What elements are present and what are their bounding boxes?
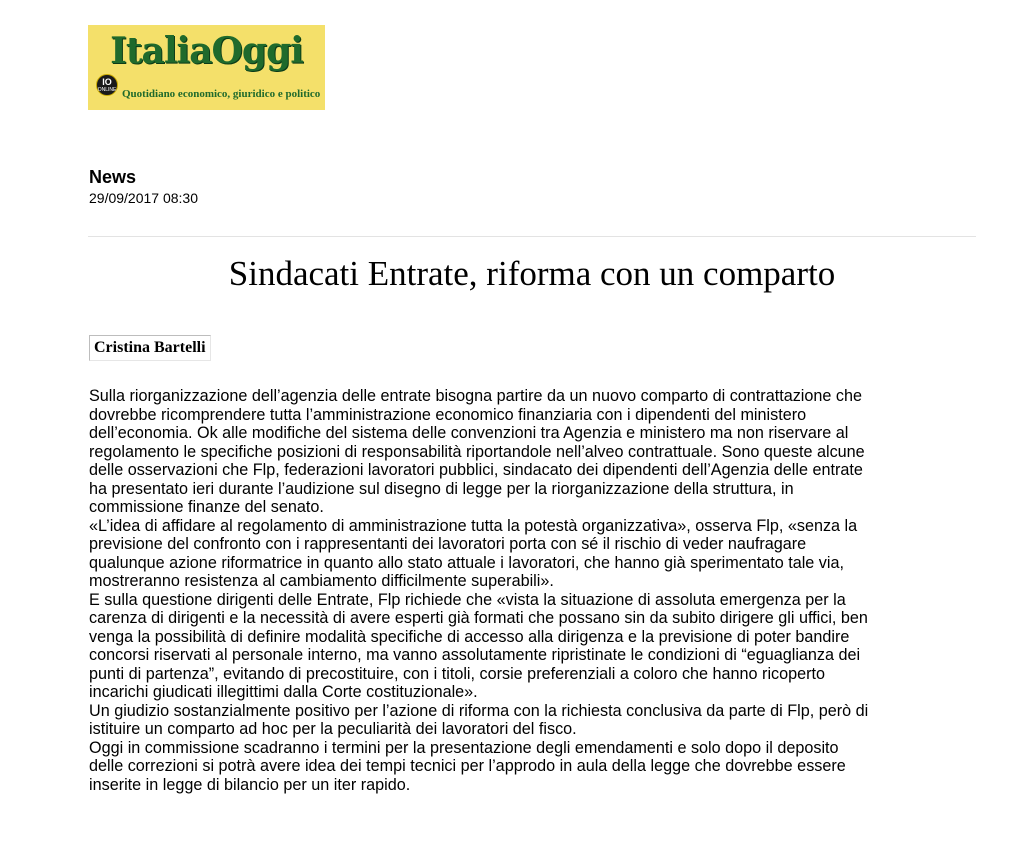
article-line: Un giudizio sostanzialmente positivo per l’azione di riforma con la richiesta conclusiva da parte di Flp, però di	[89, 701, 869, 720]
article-line: delle osservazioni che Flp, federazioni lavoratori pubblici, sindacato dei dipendenti dell’Agenzia delle entrate	[89, 461, 863, 479]
author-byline: Cristina Bartelli	[89, 335, 211, 361]
publish-datetime: 29/09/2017 08:30	[89, 190, 198, 206]
logo-badge-icon	[96, 74, 118, 96]
article-line: previsione del confronto con i rappresentanti dei lavoratori porta con sé il rischio di veder naufragare	[89, 535, 807, 553]
article-line: incarichi giudicati illegittimi dalla Corte costituzionale».	[89, 683, 478, 701]
article-line: punti di partenza”, evitando di precostituire, con i titoli, corsie preferenziali a coloro che hanno ricoperto	[89, 664, 826, 683]
article-line: dell’economia. Ok alle modifiche del sistema delle convenzioni tra Agenzia e ministero ma non riservare al	[89, 424, 849, 442]
article-line: delle correzioni si potrà avere idea dei tempi tecnici per l’approdo in aula della legge che dovrebbe essere	[89, 757, 846, 775]
article-line: regolamento le specifiche posizioni di responsabilità riportandole nell’alveo contrattuale. Sono queste alcune	[89, 442, 865, 461]
logo-tagline: Quotidiano economico, giuridico e politico	[122, 88, 321, 100]
logo-title: ItaliaOggi	[110, 30, 303, 72]
article-line: commissione finanze del senato.	[89, 498, 324, 516]
header-divider	[88, 236, 976, 237]
article-body	[89, 387, 989, 794]
logo-badge-sub: ONLINE	[97, 87, 117, 93]
article-line: istituire un comparto ad hoc per la peculiarità dei lavoratori del fisco.	[89, 720, 577, 738]
article-line: qualunque azione riformatrice in quanto allo stato attuale i lavoratori, che hanno già sperimentato tale via,	[89, 553, 844, 572]
article-line: Oggi in commissione scadranno i termini per la presentazione degli emendamenti e solo dopo il deposito	[89, 738, 839, 757]
article-line: dovrebbe ricomprendere tutta l’amministrazione economico finanziaria con i dipendenti del ministero	[89, 405, 807, 424]
section-label: News	[89, 167, 137, 187]
article-line: inserite in legge di bilancio per un iter rapido.	[89, 775, 411, 794]
article-headline: Sindacati Entrate, riforma con un comparto	[228, 254, 836, 293]
article-line: Sulla riorganizzazione dell’agenzia delle entrate bisogna partire da un nuovo comparto di contrattazione che	[89, 387, 862, 405]
site-logo[interactable]	[88, 25, 325, 110]
article-line: venga la possibilità di definire modalità specifiche di accesso alla dirigenza e la previsione di poter bandire	[89, 627, 850, 646]
article-line: E sulla questione dirigenti delle Entrate, Flp richiede che «vista la situazione di assoluta emergenza per la	[89, 590, 846, 609]
logo-badge-number: IO	[102, 77, 112, 87]
article-line: mostreranno resistenza al cambiamento difficilmente superabili».	[89, 572, 554, 590]
article-line: «L’idea di affidare al regolamento di amministrazione tutta la potestà organizzativa», osserva Flp, «senza la	[89, 516, 858, 535]
article-line: ha presentato ieri durante l’audizione sul disegno di legge per la riorganizzazione della struttura, in	[89, 479, 794, 498]
article-line: carenza di dirigenti e la necessità di avere esperti già formati che possano sin da subito dirigere gli uffici, ben	[89, 609, 868, 627]
article-line: concorsi riservati al personale interno, ma vanno assolutamente ripristinate le condizioni di “eguaglianza dei	[89, 646, 861, 664]
